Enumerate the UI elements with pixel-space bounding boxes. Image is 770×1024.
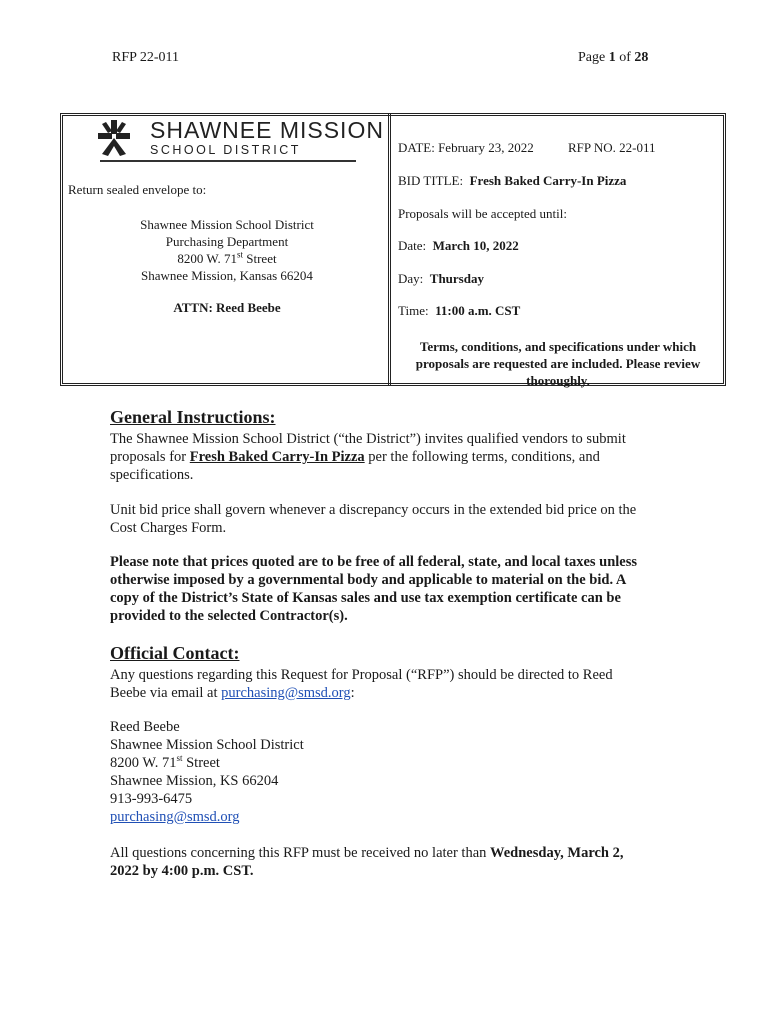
- general-paragraph-2: Unit bid price shall govern whenever a discrepancy occurs in the extended bid price on the Cost Charges Form.: [110, 502, 637, 536]
- contact-phone: 913-993-6475: [110, 791, 193, 807]
- address-line-org: Shawnee Mission School District: [140, 217, 314, 232]
- general-paragraph-1: The Shawnee Mission School District (“the District”) invites qualified vendors to submit proposals for Fresh Baked Carry-In Pizza per the following terms, conditions, and specifications.: [110, 431, 626, 483]
- attention-line: ATTN: Reed Beebe: [173, 300, 281, 315]
- return-address: [95, 216, 359, 284]
- address-line-street: 8200 W. 71st Street: [177, 249, 277, 266]
- due-day-line: Day: Thursday: [398, 271, 484, 286]
- terms-note: Terms, conditions, and specifications under which proposals are requested are included. Please review thoroughly.: [415, 339, 701, 388]
- contact-city: Shawnee Mission, KS 66204: [110, 773, 279, 789]
- header-box-divider: [388, 113, 391, 386]
- page-number: 1: [608, 50, 616, 65]
- email-link[interactable]: purchasing@smsd.org: [221, 685, 351, 701]
- email-link-2[interactable]: purchasing@smsd.org: [110, 809, 240, 825]
- address-line-dept: Purchasing Department: [165, 234, 289, 249]
- logo-title: SHAWNEE MISSION: [150, 117, 384, 143]
- rfp-number-header: RFP 22-011: [112, 50, 180, 65]
- address-line-city: Shawnee Mission, Kansas 66204: [141, 268, 313, 283]
- page-total: 28: [634, 50, 649, 65]
- page-prefix: Page: [578, 50, 609, 65]
- tax-exemption-paragraph: Please note that prices quoted are to be free of all federal, state, and local taxes unless otherwise imposed by a governmental body and applicable to material on the bid. A copy of the District’s State of Kansas sales and use tax exemption certificate can be provided to the selected Contractor(s).: [110, 554, 638, 624]
- official-contact-heading: Official Contact:: [110, 643, 240, 663]
- bid-title-value: Fresh Baked Carry-In Pizza: [469, 173, 627, 188]
- due-time-value: 11:00 a.m. CST: [435, 303, 521, 318]
- contact-name: Reed Beebe: [110, 719, 180, 735]
- district-logo-icon: [96, 118, 132, 158]
- general-instructions-heading: General Instructions:: [110, 407, 276, 427]
- due-day-value: Thursday: [429, 271, 484, 286]
- due-time-line: Time: 11:00 a.m. CST: [398, 303, 521, 318]
- page-of: of: [615, 50, 635, 65]
- bid-title-emphasis: Fresh Baked Carry-In Pizza: [189, 449, 365, 465]
- due-date-value: March 10, 2022: [432, 238, 519, 253]
- logo-subtitle: SCHOOL DISTRICT: [150, 143, 301, 157]
- contact-org: Shawnee Mission School District: [110, 737, 304, 753]
- question-deadline-date: Wednesday, March 2, 2022 by 4:00 p.m. CST.: [110, 845, 624, 879]
- logo-underline: [100, 160, 356, 162]
- rfp-date: DATE: February 23, 2022: [398, 140, 534, 155]
- contact-email: [110, 808, 650, 826]
- return-envelope-label: Return sealed envelope to:: [68, 182, 207, 197]
- page-indicator: [578, 50, 648, 66]
- rfp-number: RFP NO. 22-011: [568, 140, 656, 155]
- proposals-accepted-until: Proposals will be accepted until:: [398, 206, 567, 221]
- contact-street: 8200 W. 71st Street: [110, 753, 220, 771]
- contact-paragraph: Any questions regarding this Request for Proposal (“RFP”) should be directed to Reed Beebe via email at purchasing@smsd.org:: [110, 667, 613, 701]
- question-deadline: All questions concerning this RFP must be received no later than Wednesday, March 2, 2022 by 4:00 p.m. CST.: [110, 845, 624, 879]
- due-date-line: Date: March 10, 2022: [398, 238, 519, 253]
- bid-title-line: BID TITLE: Fresh Baked Carry-In Pizza: [398, 173, 627, 188]
